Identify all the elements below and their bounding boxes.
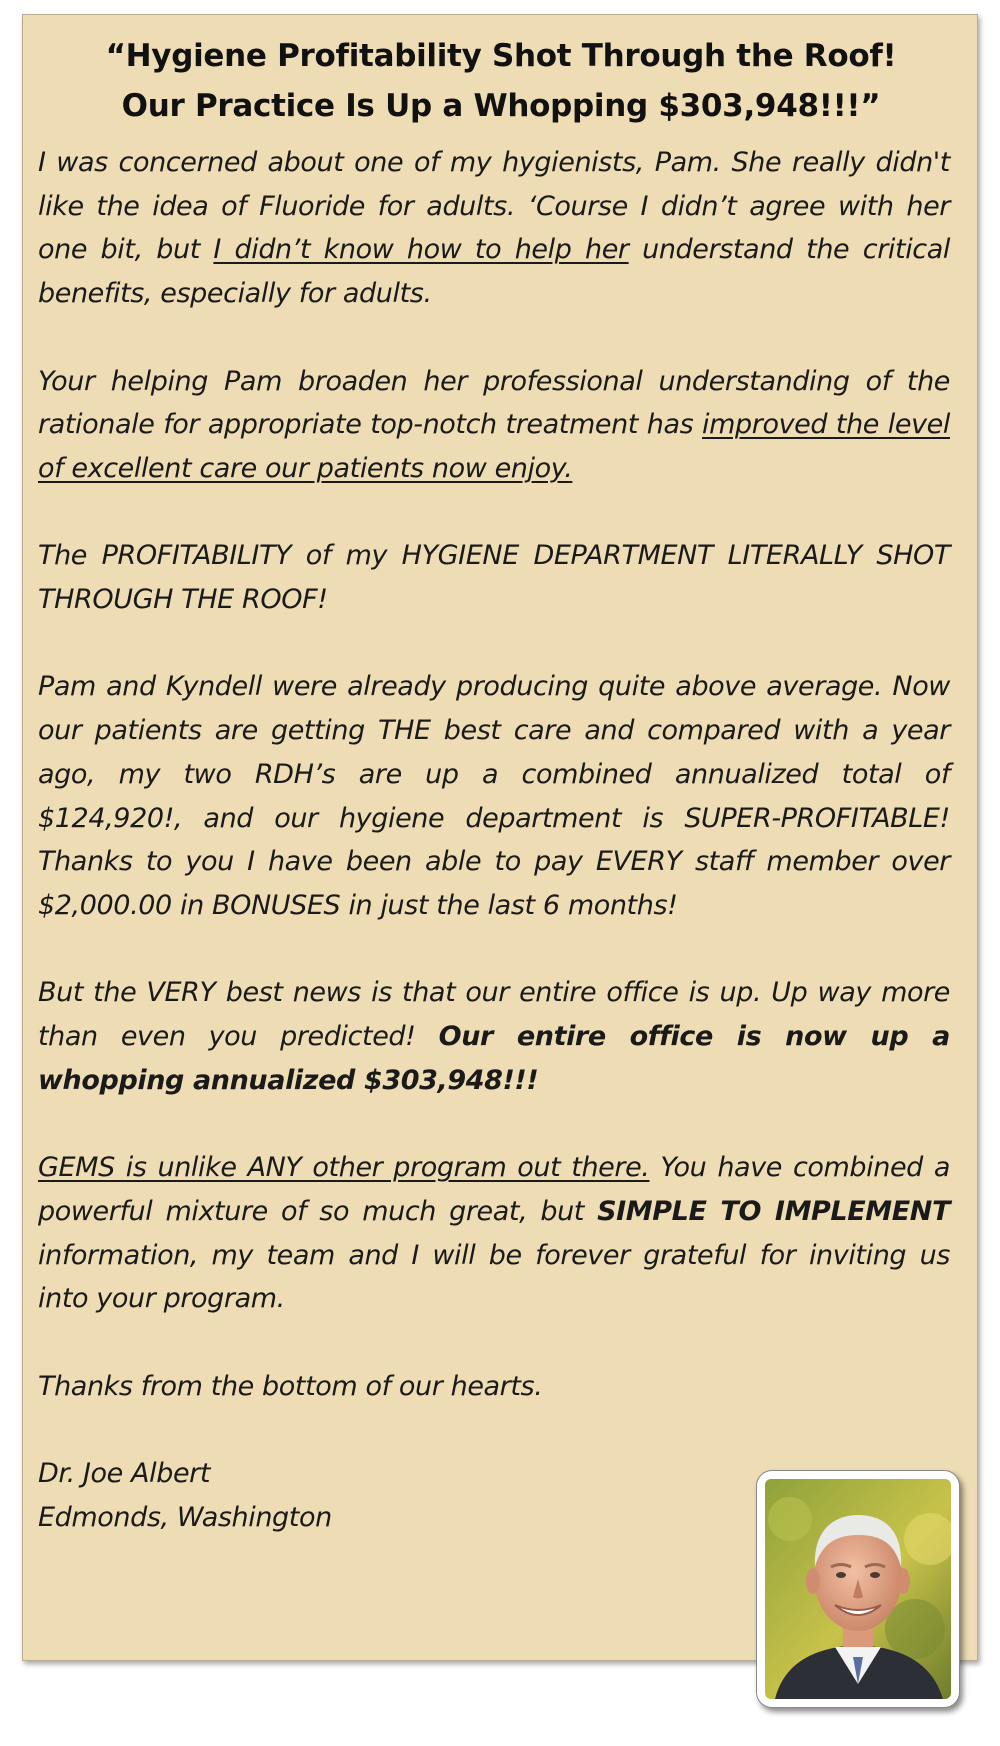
paragraph-text: I was concerned about one of my hygienists, Pam. She really didn't like the idea of Fluoride for adults. ‘Course I didn’t agree with her one bit, but	[38, 147, 950, 266]
paragraph-fluoride-concern	[38, 141, 950, 316]
paragraph-improved-care	[38, 360, 950, 491]
paragraph-hygienist-results	[38, 665, 950, 927]
paragraph-text: understand the critical benefits, especially for adults.	[38, 234, 950, 310]
signature-name: Dr. Joe Albert	[38, 1457, 211, 1489]
signature-location: Edmonds, Washington	[38, 1501, 332, 1533]
bold-text: Our entire office is now up a whopping annualized $303,948!!!	[38, 1021, 950, 1096]
paragraph-text: But the VERY best news is that our entire office is up. Up way more than even you predicted!	[38, 977, 950, 1052]
portrait-image	[765, 1479, 951, 1699]
author-photo	[756, 1470, 960, 1708]
paragraph-text: Pam and Kyndell were already producing quite above average. Now our patients are getting THE best care and compared with a year ago, my two RDH’s are up a combined annualized total of $124,920!, and our hygiene department is SUPER-PROFITABLE! Thanks to you I have been able to pay EVERY staff member over $2,000.00 in BONUSES in just the last 6 months!	[38, 671, 950, 921]
underlined-text: I didn’t know how to help her	[213, 234, 629, 266]
testimonial-card	[22, 14, 978, 1661]
paragraph-thanks	[38, 1365, 950, 1409]
paragraph-text: Your helping Pam broaden her professional understanding of the rationale for appropriate top-notch treatment has	[38, 365, 950, 441]
headline-line-2: Our Practice Is Up a Whopping $303,948!!!”	[121, 88, 881, 124]
paragraph-text: The PROFITABILITY of my HYGIENE DEPARTMENT LITERALLY SHOT THROUGH THE ROOF!	[38, 540, 950, 615]
bold-text: SIMPLE TO IMPLEMENT	[597, 1195, 951, 1227]
paragraph-office-results	[38, 971, 950, 1102]
paragraph-text: You have combined a powerful mixture of so much great, but	[38, 1152, 951, 1227]
underlined-text: GEMS is unlike ANY other program out there.	[38, 1152, 650, 1184]
paragraph-gems-program	[38, 1146, 950, 1321]
underlined-text: improved the level of excellent care our patients now enjoy.	[38, 409, 950, 484]
headline-line-1: “Hygiene Profitability Shot Through the Roof!	[105, 38, 897, 74]
testimonial-headline	[23, 31, 979, 131]
paragraph-profitability	[38, 534, 950, 621]
paragraph-text: Thanks from the bottom of our hearts.	[38, 1370, 543, 1402]
paragraph-text: information, my team and I will be forever grateful for inviting us into your program.	[38, 1239, 950, 1315]
testimonial-body	[38, 141, 950, 1539]
